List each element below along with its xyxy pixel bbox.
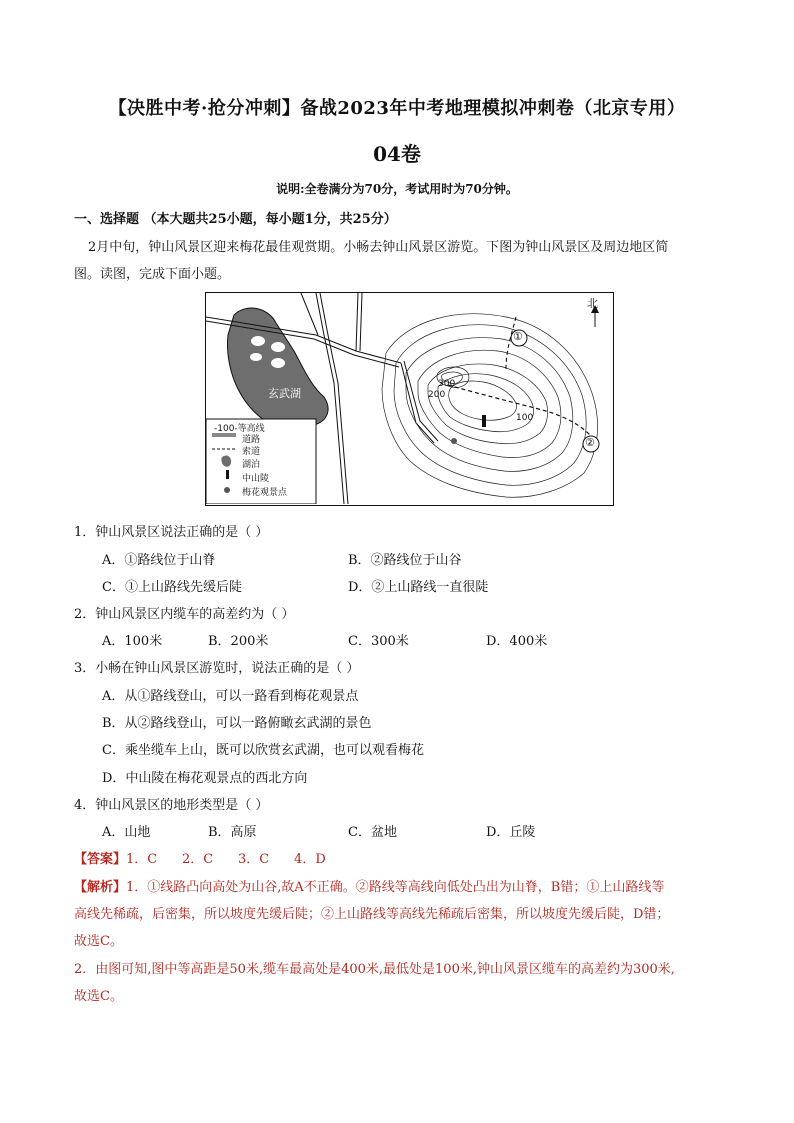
analysis-line-3: 故选C。 xyxy=(74,934,123,949)
paper-subtitle: 04卷 xyxy=(373,142,421,166)
analysis-line-1: 1．①线路凸向高处为山谷,故A不正确。②路线等高线向低处凸出为山脊，B错；①上山路线等 xyxy=(126,880,665,895)
route-2-label: ② xyxy=(585,436,595,449)
answer-label: 【答案】 xyxy=(74,852,127,867)
q2-option-d[interactable]: D．400米 xyxy=(486,634,548,649)
page-title: 【决胜中考·抢分冲刺】备战2023年中考地理模拟冲刺卷（北京专用） xyxy=(108,98,686,119)
q2-option-c[interactable]: C．300米 xyxy=(348,634,409,649)
contour-100-label: 100 xyxy=(516,413,534,423)
q1-option-c[interactable]: C．①上山路线先缓后陡 xyxy=(102,580,242,595)
analysis-line-4: 2．由图可知,图中等高距是50米,缆车最高处是400米,最低处是100米,钟山风景区缆车的高差约为300米, xyxy=(74,962,675,977)
route-1-label: ① xyxy=(513,330,523,343)
q4-option-c[interactable]: C．盆地 xyxy=(348,825,397,840)
q2-option-a[interactable]: A．100米 xyxy=(102,634,163,649)
lake-island xyxy=(271,342,285,352)
question-3-stem: 3．小畅在钟山风景区游览时，说法正确的是（ ） xyxy=(74,661,360,676)
contour-lines xyxy=(382,314,598,497)
intro-text: 2月中旬，钟山风景区迎来梅花最佳观赏期。小畅去钟山风景区游览。下图为钟山风景区及周边地区简 xyxy=(88,240,669,255)
q4-option-a[interactable]: A．山地 xyxy=(102,825,151,840)
legend-mausoleum-label: 中山陵 xyxy=(242,474,270,484)
lake-label: 玄武湖 xyxy=(268,387,301,400)
q4-option-b[interactable]: B．高原 xyxy=(208,825,257,840)
legend-lake-label: 湖泊 xyxy=(242,460,261,470)
lake-island xyxy=(250,353,262,361)
analysis-block xyxy=(74,876,664,895)
map-figure xyxy=(205,292,614,506)
legend-cable-label: 索道 xyxy=(242,447,261,457)
mausoleum-marker xyxy=(482,415,486,427)
legend-contour-label: -100-等高线 xyxy=(214,424,265,434)
contour-200-label: 200 xyxy=(428,390,446,400)
legend-road-label: 道路 xyxy=(242,435,261,445)
answer-text: 1．C 2．C 3．C 4．D xyxy=(126,852,326,867)
north-label: 北 xyxy=(587,297,598,310)
question-2-stem: 2．钟山风景区内缆车的高差约为（ ） xyxy=(74,607,295,622)
intro-text-2: 图。读图，完成下面小题。 xyxy=(74,267,231,282)
q4-option-d[interactable]: D．丘陵 xyxy=(486,825,536,840)
analysis-line-5: 故选C。 xyxy=(74,989,123,1004)
q3-option-a[interactable]: A．从①路线登山，可以一路看到梅花观景点 xyxy=(102,689,359,704)
q3-option-c[interactable]: C．乘坐缆车上山，既可以欣赏玄武湖，也可以观看梅花 xyxy=(102,743,424,758)
contour-300-label: 300 xyxy=(438,379,456,389)
section-heading: 一、选择题 （本大题共25小题，每小题1分，共25分） xyxy=(74,212,397,227)
answer-block xyxy=(74,848,326,867)
question-1-stem: 1．钟山风景区说法正确的是（ ） xyxy=(74,525,269,540)
q1-option-a[interactable]: A．①路线位于山脊 xyxy=(102,553,216,568)
analysis-line-2: 高线先稀疏，后密集，所以坡度先缓后陡；②上山路线等高线先稀疏后密集，所以坡度先缓后陡，D错； xyxy=(74,907,670,922)
q1-option-d[interactable]: D．②上山路线一直很陡 xyxy=(348,580,489,595)
q3-option-b[interactable]: B．从②路线登山，可以一路俯瞰玄武湖的景色 xyxy=(102,716,372,731)
q3-option-d[interactable]: D．中山陵在梅花观景点的西北方向 xyxy=(102,771,308,786)
q1-option-b[interactable]: B．②路线位于山谷 xyxy=(348,553,462,568)
exam-note: 说明:全卷满分为70分，考试用时为70分钟。 xyxy=(276,182,518,196)
q2-option-b[interactable]: B．200米 xyxy=(208,634,269,649)
lake-island xyxy=(251,336,265,346)
legend-plum-label: 梅花观景点 xyxy=(242,488,288,498)
plum-viewpoint-marker xyxy=(451,438,457,444)
lake-island xyxy=(271,358,285,368)
analysis-label: 【解析】 xyxy=(74,880,127,895)
question-4-stem: 4．钟山风景区的地形类型是（ ） xyxy=(74,798,269,813)
